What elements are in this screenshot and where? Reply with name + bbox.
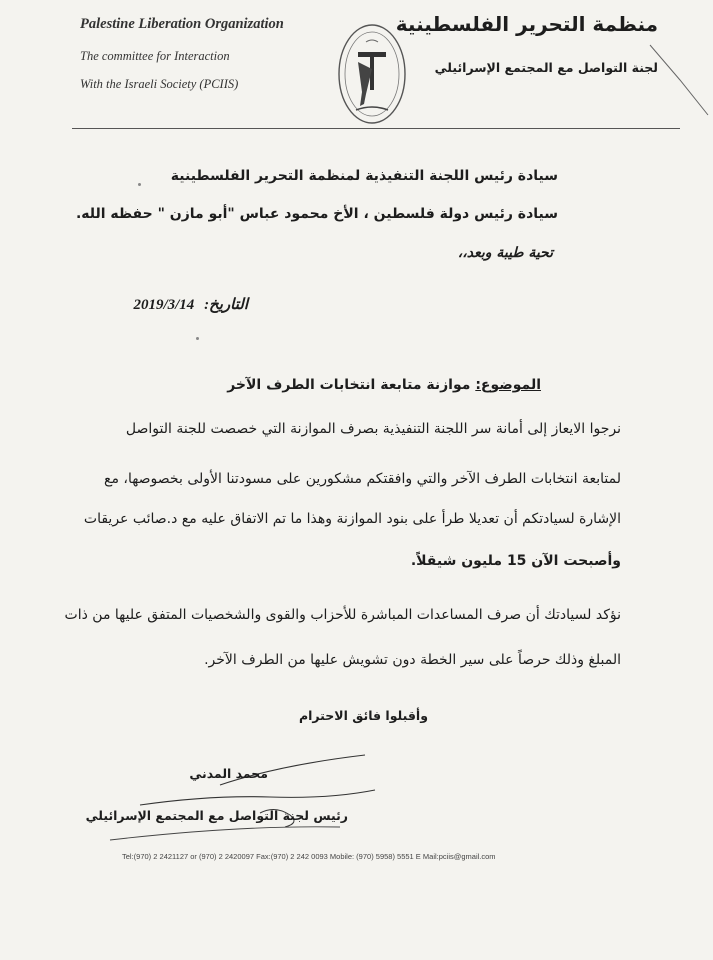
closing-line: وأقبلوا فائق الاحترام [298, 708, 428, 723]
signer-title: رئيس لجنة التواصل مع المجتمع الإسرائيلي [85, 808, 348, 823]
letterhead-ar-committee: لجنة التواصل مع المجتمع الإسرائيلي [434, 60, 658, 75]
addressee-line1: سيادة رئيس اللجنة التنفيذية لمنظمة التحرير الفلسطينية [170, 168, 558, 184]
date-value: 2019/3/14 [133, 297, 195, 313]
signer-name: محمد المدني [189, 766, 268, 781]
body-line-6: المبلغ وذلك حرصاً على سير الخطة دون تشويش عليها من الطرف الآخر. [204, 652, 621, 668]
letterhead-english [80, 16, 330, 105]
body-line-2: لمتابعة انتخابات الطرف الآخر والتي وافقتكم مشكورين على مسودتنا الأولى بخصوصها، مع [104, 471, 621, 487]
letterhead-en-org: Palestine Liberation Organization [80, 16, 284, 32]
letterhead-divider [72, 128, 680, 129]
subject-text: موازنة متابعة انتخابات الطرف الآخر [227, 377, 476, 393]
addressee-line2: سيادة رئيس دولة فلسطين ، الأخ محمود عباس "أبو مازن " حفظه الله. [75, 206, 558, 222]
speck-mark [138, 183, 141, 186]
body-line-4: وأصبحت الآن 15 مليون شيقلاً. [410, 553, 621, 569]
body-line-5: نؤكد لسيادتك أن صرف المساعدات المباشرة للأحزاب والقوى والشخصيات المتفق عليها من ذات [64, 607, 621, 623]
handwritten-signature [100, 745, 480, 845]
subject-label: الموضوع: [475, 377, 541, 393]
letterhead-en-committee-line1: The committee for Interaction [80, 49, 230, 63]
letterhead-ar-org: منظمة التحرير الفلسطينية [395, 12, 658, 36]
corner-fold-mark [640, 40, 710, 120]
greeting: تحية طيبة وبعد،، [457, 245, 553, 261]
speck-mark [196, 337, 199, 340]
body-line-3: الإشارة لسيادتكم أن تعديلا طرأ على بنود الموازنة وهذا ما تم الاتفاق عليه مع د.صائب عريقات [83, 511, 621, 527]
letterhead-en-committee-line2: With the Israeli Society (PCIIS) [80, 77, 239, 91]
letterhead-arabic [395, 12, 658, 75]
date-label: التاريخ: [204, 297, 248, 313]
date-row [133, 295, 248, 314]
subject-line [227, 377, 541, 393]
body-line-1: نرجوا الايعاز إلى أمانة سر اللجنة التنفيذية بصرف الموازنة التي خصصت للجنة التواصل [125, 421, 621, 437]
footer-contact: Tel:(970) 2 2421127 or (970) 2 2420097 Fax:(970) 2 242 0093 Mobile: (970) 5958) 5551 E Mail:pciis@gmail.com [122, 852, 496, 861]
